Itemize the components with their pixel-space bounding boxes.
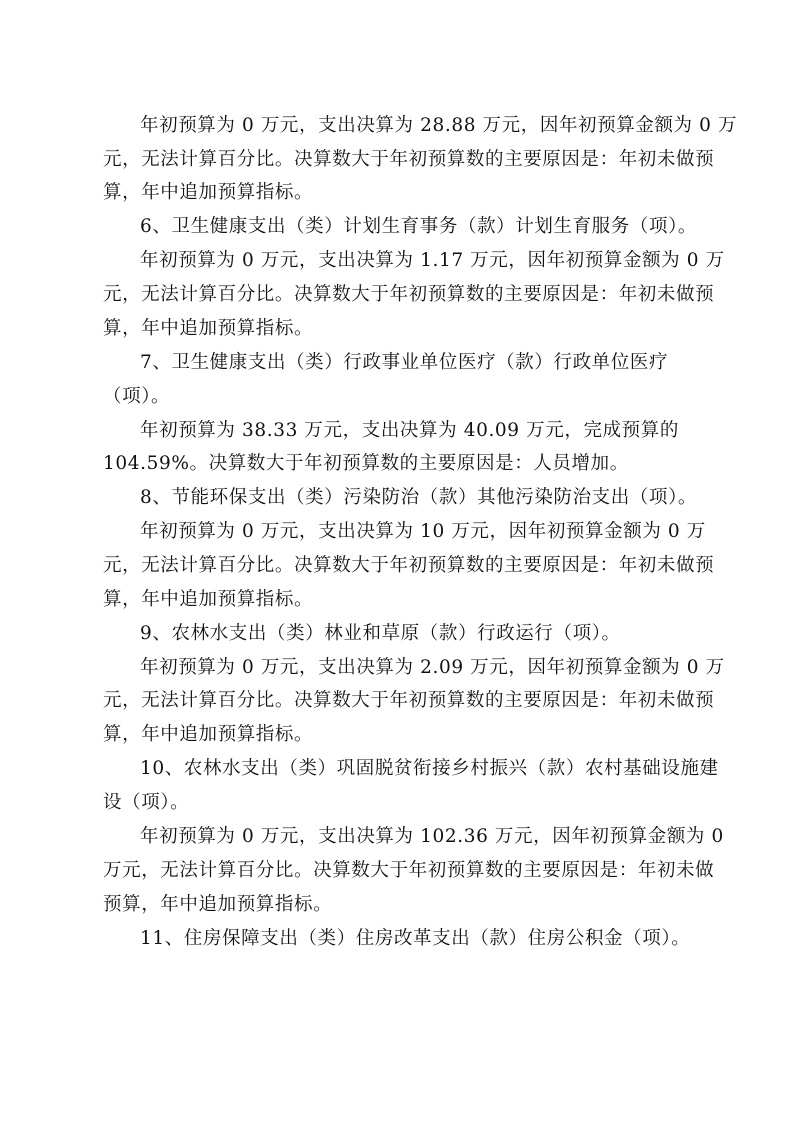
text-line: 设（项）。 <box>103 792 190 813</box>
text-line: 年初预算为 0 万元，支出决算为 2.09 万元，因年初预算金额为 0 万 <box>140 657 725 678</box>
text-line: 11、住房保障支出（类）住房改革支出（款）住房公积金（项）。 <box>140 928 691 949</box>
text-line: 8、节能环保支出（类）污染防治（款）其他污染防治支出（项）。 <box>140 487 698 508</box>
text-line: 6、卫生健康支出（类）计划生育事务（款）计划生育服务（项）。 <box>140 216 698 237</box>
text-line: 年初预算为 0 万元，支出决算为 1.17 万元，因年初预算金额为 0 万 <box>140 250 725 271</box>
text-line: 元，无法计算百分比。决算数大于年初预算数的主要原因是：年初未做预 <box>103 690 715 711</box>
text-line: 年初预算为 0 万元，支出决算为 102.36 万元，因年初预算金额为 0 <box>140 826 724 847</box>
text-line: 算，年中追加预算指标。 <box>103 589 314 610</box>
text-line: 104.59%。决算数大于年初预算数的主要原因是：人员增加。 <box>103 453 629 474</box>
text-line: 算，年中追加预算指标。 <box>103 182 314 203</box>
text-line: 年初预算为 0 万元，支出决算为 10 万元，因年初预算金额为 0 万 <box>140 521 706 542</box>
text-line: 万元，无法计算百分比。决算数大于年初预算数的主要原因是：年初未做 <box>103 860 715 881</box>
text-line: 年初预算为 38.33 万元，支出决算为 40.09 万元，完成预算的 <box>140 420 679 441</box>
text-line: （项）。 <box>103 386 171 407</box>
text-line: 元，无法计算百分比。决算数大于年初预算数的主要原因是：年初未做预 <box>103 149 715 170</box>
text-line: 预算，年中追加预算指标。 <box>103 894 333 915</box>
text-line: 年初预算为 0 万元，支出决算为 28.88 万元，因年初预算金额为 0 万 <box>140 115 738 136</box>
text-line: 9、农林水支出（类）林业和草原（款）行政运行（项）。 <box>140 623 621 644</box>
text-line: 10、农林水支出（类）巩固脱贫衔接乡村振兴（款）农村基础设施建 <box>140 758 719 779</box>
text-line: 算，年中追加预算指标。 <box>103 318 314 339</box>
text-line: 7、卫生健康支出（类）行政事业单位医疗（款）行政单位医疗 <box>140 352 669 373</box>
text-line: 元，无法计算百分比。决算数大于年初预算数的主要原因是：年初未做预 <box>103 284 715 305</box>
text-line: 元，无法计算百分比。决算数大于年初预算数的主要原因是：年初未做预 <box>103 555 715 576</box>
text-line: 算，年中追加预算指标。 <box>103 724 314 745</box>
